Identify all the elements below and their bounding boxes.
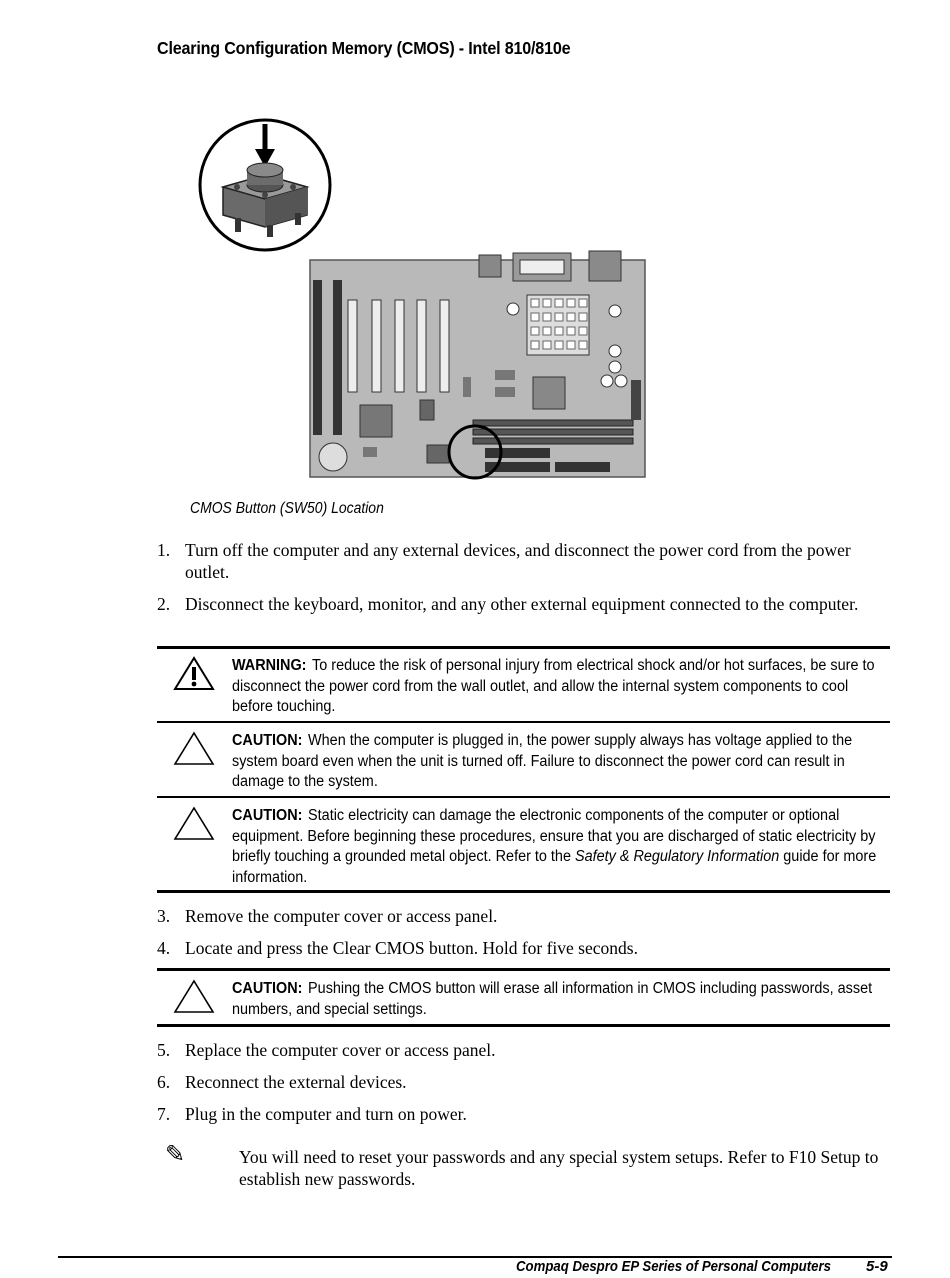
notice-text: To reduce the risk of personal injury from electrical shock and/or hot surfaces, be sure to disconnect the power cord from the wall outlet, and allow the internal system components to cool before touching. (232, 657, 875, 715)
page-title: Clearing Configuration Memory (CMOS) - Intel 810/810e (157, 38, 571, 58)
notice-divider (157, 890, 890, 893)
step-text: Plug in the computer and turn on power. (185, 1104, 467, 1124)
step-number: 2. (157, 594, 171, 614)
document-reference: Safety & Regulatory Information (574, 848, 780, 865)
notice-label: CAUTION: (232, 732, 303, 749)
step-number: 7. (157, 1104, 171, 1124)
step-number: 6. (157, 1072, 171, 1092)
step-number: 3. (157, 906, 171, 926)
notice-divider (157, 721, 890, 723)
step-text: Turn off the computer and any external devices, and disconnect the power cord from the power outlet. (185, 540, 851, 582)
page-number: 5-9 (866, 1258, 888, 1275)
cmos-button-magnified-inset (200, 120, 330, 250)
notice-divider (157, 1024, 890, 1027)
footer-title: Compaq Despro EP Series of Personal Computers (516, 1258, 831, 1275)
step-text: Replace the computer cover or access panel. (185, 1040, 496, 1060)
notice-label: WARNING: (232, 657, 307, 674)
caution-triangle-icon (173, 979, 215, 1015)
notice-divider (157, 796, 890, 798)
step-number: 4. (157, 938, 171, 958)
notice-label: CAUTION: (232, 807, 303, 824)
note-text: You will need to reset your passwords and any special system setups. Refer to F10 Setup to establish new passwords. (239, 1147, 879, 1189)
system-board-illustration (195, 115, 655, 485)
warning-exclamation-icon (173, 656, 215, 692)
step-text: Remove the computer cover or access panel. (185, 906, 498, 926)
notice-text: Static electricity can damage the electronic components of the computer or optional equipment. Before beginning these procedures, ensure that you are discharged of static electricity by briefly touching a grounded metal object. Refer to the (232, 807, 876, 865)
caution-triangle-icon (173, 731, 215, 767)
notice-text: When the computer is plugged in, the power supply always has voltage applied to the system board even when the unit is turned off. Failure to disconnect the power cord can result in damage to the system. (232, 732, 853, 790)
pencil-note-icon: ✎ (165, 1142, 186, 1168)
notice-text: Pushing the CMOS button will erase all information in CMOS including passwords, asset numbers, and special settings. (232, 980, 873, 1018)
step-text: Disconnect the keyboard, monitor, and any other external equipment connected to the computer. (185, 594, 859, 614)
step-number: 1. (157, 540, 171, 560)
notice-text: guide for more information. (232, 848, 877, 886)
caution-triangle-icon (173, 806, 215, 842)
notice-divider (157, 646, 890, 649)
step-text: Reconnect the external devices. (185, 1072, 407, 1092)
notice-divider (157, 968, 890, 971)
figure-caption: CMOS Button (SW50) Location (190, 500, 384, 517)
notice-label: CAUTION: (232, 980, 303, 997)
system-board (310, 251, 645, 478)
step-number: 5. (157, 1040, 171, 1060)
step-text: Locate and press the Clear CMOS button. Hold for five seconds. (185, 938, 638, 958)
